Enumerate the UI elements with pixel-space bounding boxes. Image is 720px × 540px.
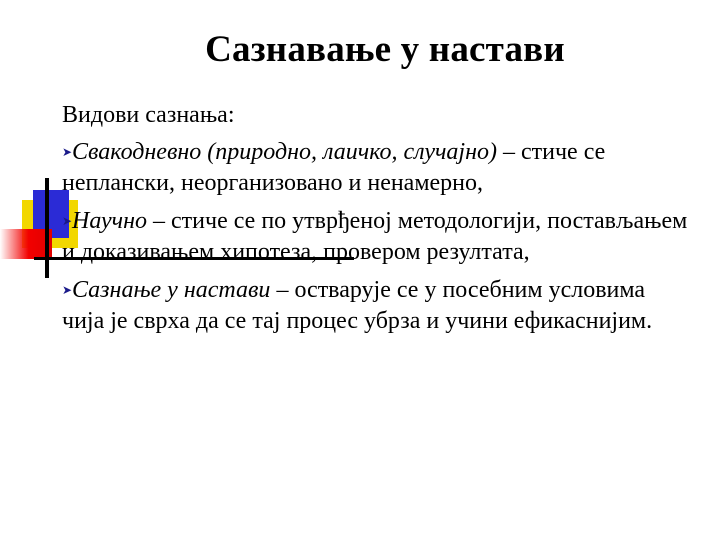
bullet-text: – остварује се у посебним условима чија је сврха да се тај процес убрза и учини ефикаснијим. (62, 277, 653, 334)
slide-title: Сазнавање у настави (205, 29, 565, 70)
decor-vertical-line (45, 178, 49, 278)
arrow-bullet-icon: ➤ (62, 283, 73, 297)
bullet-term: Научно (72, 208, 148, 234)
arrow-bullet-icon: ➤ (62, 214, 73, 228)
bullet-item (62, 137, 692, 199)
bullet-item (62, 275, 692, 337)
bullet-term: Сазнање у настави (72, 277, 271, 303)
bullet-text: – стиче се непланcки, неорганизовано и ненамерно, (62, 139, 606, 196)
arrow-bullet-icon: ➤ (62, 145, 73, 159)
bullet-item (62, 206, 692, 268)
bullet-term: Свакодневно (природно, лаичко, случајно) (72, 139, 497, 165)
bullet-text: – стиче се по утврђеној методологији, постављањем и доказивањем хипотеза, провером резултата, (62, 208, 688, 265)
slide-body (62, 100, 692, 344)
slide-heading: Видови сазнања: (62, 102, 235, 128)
